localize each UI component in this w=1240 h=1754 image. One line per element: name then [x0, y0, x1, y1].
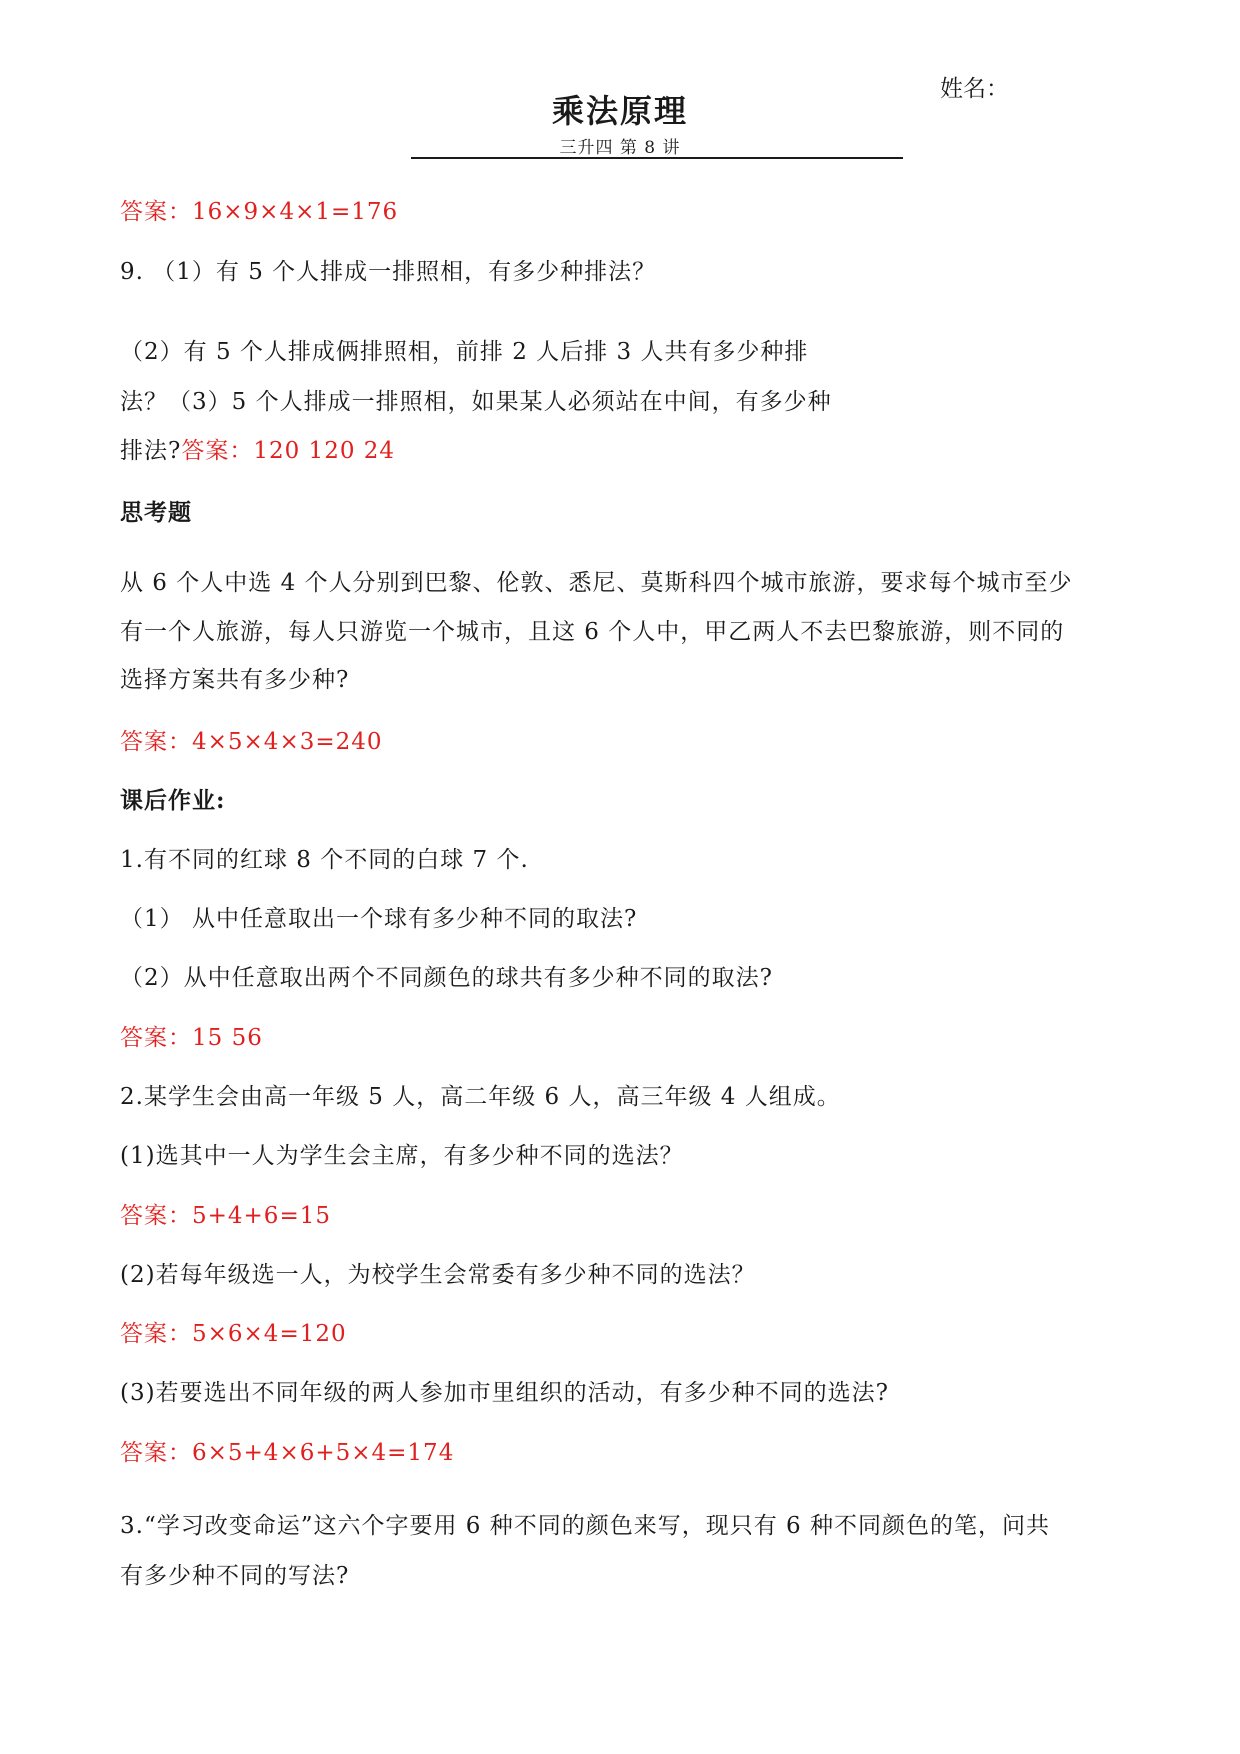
text-line [120, 959, 773, 992]
line-text: （2）有 5 个人排成俩排照相，前排 2 人后排 3 人共有多少种排 [120, 339, 809, 365]
text-line [120, 1078, 841, 1111]
line-text: 3.“学习改变命运”这六个字要用 6 种不同的颜色来写，现只有 6 种不同颜色的笔，问共 [120, 1513, 1050, 1539]
text-line [120, 432, 395, 465]
line-text: 答案：6×5+4×6+5×4=174 [120, 1440, 455, 1466]
line-text: 法？（3）5 个人排成一排照相，如果某人必须站在中间，有多少种 [120, 389, 832, 415]
text-line [120, 1374, 889, 1407]
text-line [120, 1557, 349, 1590]
answer-line [120, 193, 398, 226]
line-text: 答案：4×5×4×3=240 [120, 729, 383, 755]
line-text: (3)若要选出不同年级的两人参加市里组织的活动，有多少种不同的选法? [120, 1380, 889, 1406]
line-text: 答案：16×9×4×1=176 [120, 199, 399, 225]
line-text: 答案：15 56 [120, 1025, 263, 1051]
line-text: 课后作业: [120, 787, 226, 814]
text-line [120, 1137, 684, 1170]
text-line [120, 383, 832, 416]
section-heading [120, 494, 192, 527]
text-line [120, 253, 656, 286]
answer-line [120, 1434, 454, 1467]
section-heading [120, 782, 226, 815]
line-text: 从 6 个人中选 4 个人分别到巴黎、伦敦、悉尼、莫斯科四个城市旅游，要求每个城市至少 [120, 570, 1073, 596]
line-text: 答案：5+4+6=15 [120, 1203, 331, 1229]
text-line [120, 841, 529, 874]
title-divider [411, 157, 903, 159]
line-text: （2）从中任意取出两个不同颜色的球共有多少种不同的取法? [120, 965, 773, 991]
line-text: (1)选其中一人为学生会主席，有多少种不同的选法？ [120, 1143, 684, 1169]
line-text: 选择方案共有多少种? [120, 667, 350, 693]
line-text: 2.某学生会由高一年级 5 人，高二年级 6 人，高三年级 4 人组成。 [120, 1084, 841, 1110]
text-line [120, 1507, 1050, 1540]
line-text: 1.有不同的红球 8 个不同的白球 7 个. [120, 847, 529, 873]
line-text: 有一个人旅游，每人只游览一个城市，且这 6 个人中，甲乙两人不去巴黎旅游，则不同的 [120, 619, 1065, 645]
line-text: 9. （1）有 5 个人排成一排照相，有多少种排法？ [120, 259, 657, 285]
inline-answer: 答案：120 120 24 [181, 438, 396, 464]
line-text: 有多少种不同的写法? [120, 1563, 350, 1589]
page-title: 乘法原理 [551, 92, 688, 130]
line-text: 答案：5×6×4=120 [120, 1321, 347, 1347]
text-line [120, 564, 1073, 597]
answer-line [120, 1197, 331, 1230]
answer-line [120, 1019, 263, 1052]
answer-line [120, 1315, 347, 1348]
line-text: (2)若每年级选一人，为校学生会常委有多少种不同的选法？ [120, 1262, 756, 1288]
text-line [120, 1256, 756, 1289]
text-line [120, 900, 637, 933]
text-line [120, 333, 808, 366]
answer-line [120, 723, 383, 756]
line-text: 排法? [120, 438, 182, 464]
text-line [120, 613, 1064, 646]
line-text: 思考题 [120, 499, 192, 526]
name-label: 姓名： [940, 76, 1009, 102]
line-text: （1） 从中任意取出一个球有多少种不同的取法? [120, 906, 638, 932]
text-line [120, 661, 349, 694]
page-subtitle: 三升四 第 8 讲 [559, 138, 681, 158]
